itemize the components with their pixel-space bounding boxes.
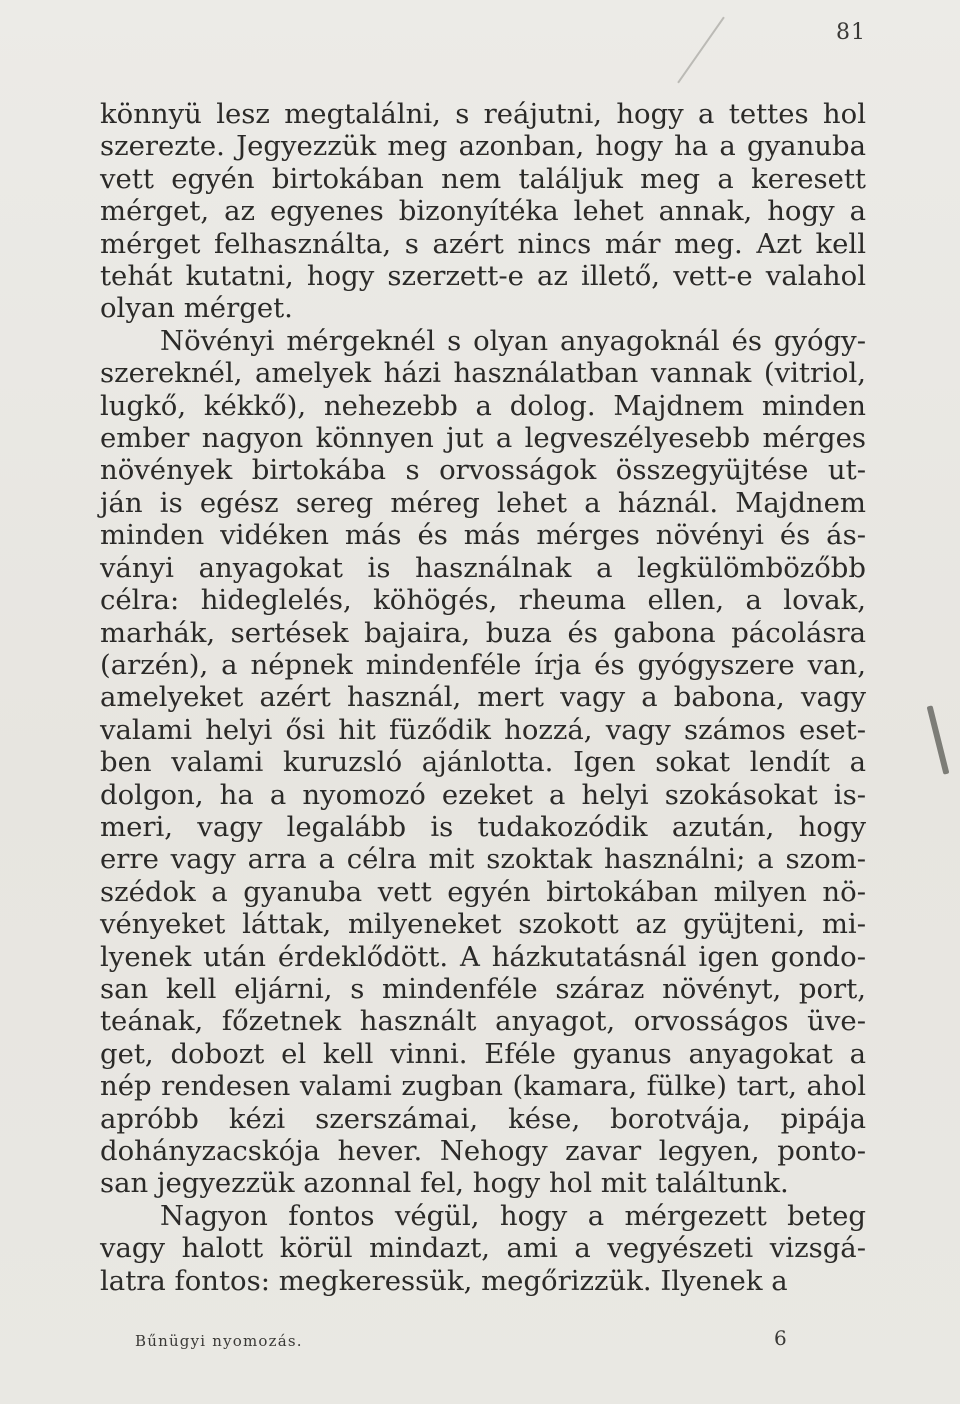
text-line: minden vidéken más és más mérges növényi és ás- xyxy=(100,519,866,552)
text-line: vett egyén birtokában nem találjuk meg a keresett xyxy=(100,162,866,195)
text-line: mérget felhasználta, s azért nincs már meg. Azt kell xyxy=(100,227,866,260)
text-line: könnyü lesz megtalálni, s reájutni, hogy a tettes hol xyxy=(100,98,866,130)
footer-signature: Bűnügyi nyomozás. xyxy=(135,1332,303,1350)
text-line: teának, főzetnek használt anyagot, orvosságos üve- xyxy=(100,1005,866,1038)
text-line: ember nagyon könnyen jut a legveszélyesebb mérges xyxy=(100,422,866,455)
paragraph xyxy=(100,325,866,1200)
text-line: ben valami kuruzsló ajánlotta. Igen sokat lendít a xyxy=(100,746,866,779)
text-line: szereknél, amelyek házi használatban vannak (vitriol, xyxy=(100,357,866,390)
body-text xyxy=(100,98,866,1297)
text-line: dohányzacskója hever. Nehogy zavar legyen, ponto- xyxy=(100,1135,866,1167)
text-line: valami helyi ősi hit füződik hozzá, vagy számos eset- xyxy=(100,713,866,746)
page-number: 81 xyxy=(836,20,866,45)
text-line: olyan mérget. xyxy=(100,292,293,325)
paragraph xyxy=(100,1200,866,1297)
text-line: ványi anyagokat is használnak a legkülömbözőbb xyxy=(100,551,866,584)
text-line: san jegyezzük azonnal fel, hogy hol mit találtunk. xyxy=(100,1167,789,1200)
text-line: vagy halott körül mindazt, ami a vegyészeti vizsgá- xyxy=(100,1232,866,1265)
text-line: tehát kutatni, hogy szerzett-e az illető, vett-e valahol xyxy=(100,260,866,293)
text-line: get, dobozt el kell vinni. Eféle gyanus anyagokat a xyxy=(100,1037,866,1070)
text-line: meri, vagy legalább is tudakozódik azután, hogy xyxy=(100,810,866,843)
text-line: vényeket láttak, milyeneket szokott az gyüjteni, mi- xyxy=(100,908,866,941)
text-line: nép rendesen valami zugban (kamara, fülke) tart, ahol xyxy=(100,1070,866,1103)
text-line: növények birtokába s orvosságok összegyüjtése ut- xyxy=(100,454,866,487)
text-line: mérget, az egyenes bizonyítéka lehet annak, hogy a xyxy=(100,195,866,228)
text-line: (arzén), a népnek mindenféle írja és gyógyszere van, xyxy=(100,648,866,681)
text-line: szédok a gyanuba vett egyén birtokában milyen nö- xyxy=(100,875,866,908)
text-line: célra: hideglelés, köhögés, rheuma ellen, a lovak, xyxy=(100,584,866,617)
text-line: latra fontos: megkeressük, megőrizzük. Ilyenek a xyxy=(100,1264,788,1297)
paragraph xyxy=(100,98,866,325)
text-line: lyenek után érdeklődött. A házkutatásnál igen gondo- xyxy=(100,940,866,973)
text-line: apróbb kézi szerszámai, kése, borotvája, pipája xyxy=(100,1102,866,1135)
text-line: szerezte. Jegyezzük meg azonban, hogy ha a gyanuba xyxy=(100,130,866,163)
footer-sheet-number: 6 xyxy=(774,1326,787,1350)
text-line: erre vagy arra a célra mit szoktak használni; a szom- xyxy=(100,843,866,876)
text-line: amelyeket azért használ, mert vagy a babona, vagy xyxy=(100,681,866,714)
text-line: ján is egész sereg méreg lehet a háznál. Majdnem xyxy=(100,486,866,519)
margin-scratch-mark xyxy=(927,705,950,774)
text-line: Nagyon fontos végül, hogy a mérgezett beteg xyxy=(160,1199,866,1232)
text-line: Növényi mérgeknél s olyan anyagoknál és gyógy- xyxy=(160,324,866,357)
text-line: dolgon, ha a nyomozó ezeket a helyi szokásokat is- xyxy=(100,778,866,811)
pencil-mark xyxy=(677,17,725,84)
text-line: lugkő, kékkő), nehezebb a dolog. Majdnem minden xyxy=(100,389,866,422)
text-line: san kell eljárni, s mindenféle száraz növényt, port, xyxy=(100,972,866,1005)
text-line: marhák, sertések bajaira, buza és gabona pácolásra xyxy=(100,616,866,649)
